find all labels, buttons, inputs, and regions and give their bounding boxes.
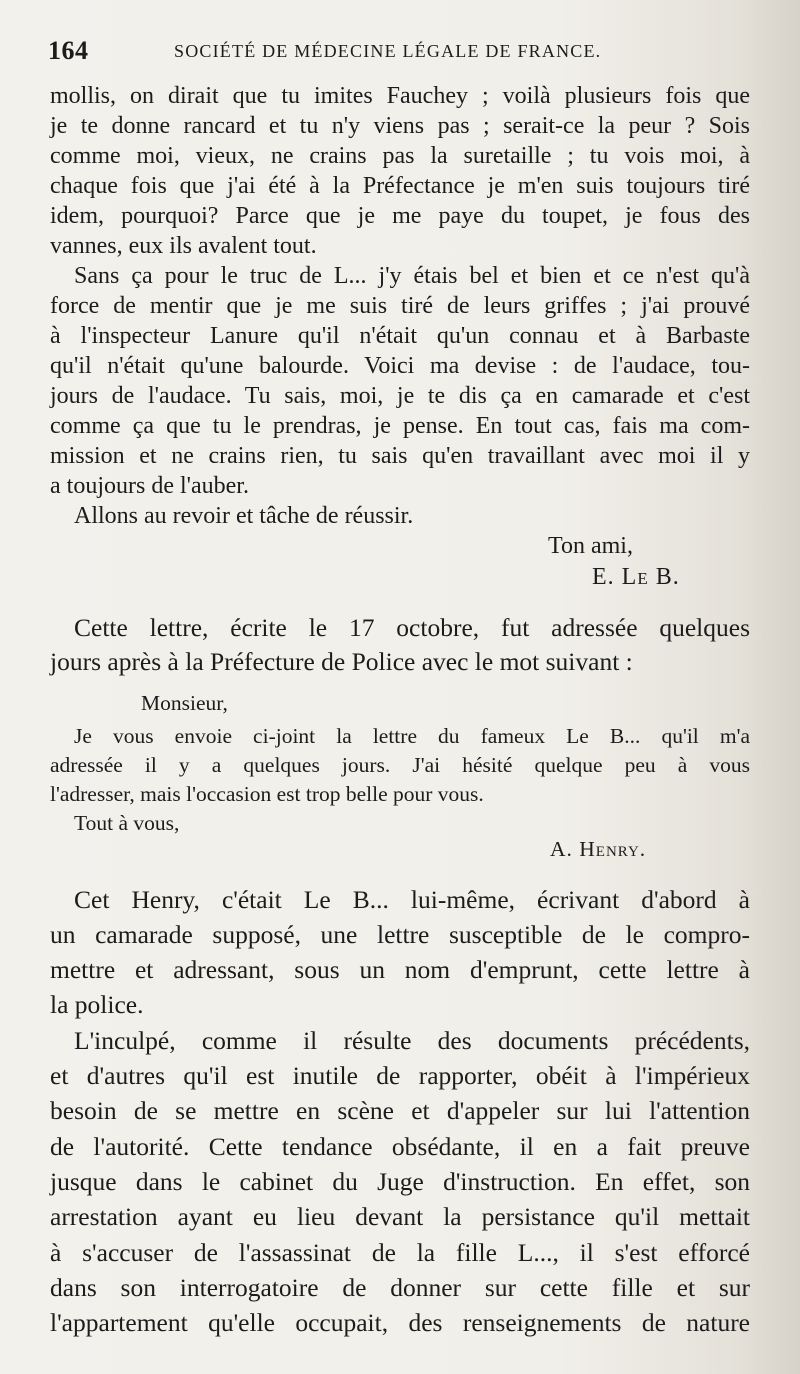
commentary-line: besoin de se mettre en scène et d'appeler sur lui l'attention xyxy=(50,1096,750,1125)
letter-line: vannes, eux ils avalent tout. xyxy=(50,233,317,259)
commentary-line: mettre et adressant, sous un nom d'emprunt, cette lettre à xyxy=(50,955,750,984)
letter-line: je te donne rancard et tu n'y viens pas ; serait-ce la peur ? Sois xyxy=(50,113,750,139)
note-line: l'adresser, mais l'occasion est trop belle pour vous. xyxy=(50,782,484,806)
commentary-line: Cet Henry, c'était Le B... lui-même, écrivant d'abord à xyxy=(74,885,750,914)
intro-line: Cette lettre, écrite le 17 octobre, fut adressée quelques xyxy=(74,613,750,642)
note-line: Je vous envoie ci-joint la lettre du fameux Le B... qu'il m'a xyxy=(74,724,750,748)
commentary-line: et d'autres qu'il est inutile de rapporter, obéit à l'impérieux xyxy=(50,1061,750,1090)
letter-closing: Ton ami, xyxy=(548,533,633,559)
page-number: 164 xyxy=(48,36,89,65)
letter-line: idem, pourquoi? Parce que je me paye du toupet, je fous des xyxy=(50,203,750,229)
intro-line: jours après à la Préfecture de Police avec le mot suivant : xyxy=(50,647,633,676)
note-closing: Tout à vous, xyxy=(74,811,180,835)
commentary-line: L'inculpé, comme il résulte des documents précédents, xyxy=(74,1026,750,1055)
note-signature: A. Henry. xyxy=(550,837,647,861)
letter-line: a toujours de l'auber. xyxy=(50,473,249,499)
note-salutation: Monsieur, xyxy=(141,691,228,715)
commentary-line: à s'accuser de l'assassinat de la fille L..., il s'est efforcé xyxy=(50,1238,750,1267)
running-title: SOCIÉTÉ DE MÉDECINE LÉGALE DE FRANCE. xyxy=(174,41,602,61)
commentary-line: de l'autorité. Cette tendance obsédante, il en a fait preuve xyxy=(50,1132,750,1161)
page-header xyxy=(48,36,748,70)
commentary-line: jusque dans le cabinet du Juge d'instruction. En effet, son xyxy=(50,1167,750,1196)
letter-line: force de mentir que je me suis tiré de leurs griffes ; j'ai prouvé xyxy=(50,293,750,319)
letter-line: qu'il n'était qu'une balourde. Voici ma devise : de l'audace, tou- xyxy=(50,353,750,379)
letter-line: comme ça que tu le prendras, je pense. En tout cas, fais ma com- xyxy=(50,413,750,439)
commentary-line: un camarade supposé, une lettre susceptible de le compro- xyxy=(50,920,750,949)
letter-line: mollis, on dirait que tu imites Fauchey ; voilà plusieurs fois que xyxy=(50,83,750,109)
letter-line: jours de l'audace. Tu sais, moi, je te dis ça en camarade et c'est xyxy=(50,383,750,409)
letter-line: Sans ça pour le truc de L... j'y étais bel et bien et ce n'est qu'à xyxy=(74,263,750,289)
letter-line: chaque fois que j'ai été à la Préfectance je m'en suis toujours tiré xyxy=(50,173,750,199)
letter-line: comme moi, vieux, ne crains pas la suretaille ; tu vois moi, à xyxy=(50,143,750,169)
letter-line: à l'inspecteur Lanure qu'il n'était qu'un connau et à Barbaste xyxy=(50,323,750,349)
note-line: adressée il y a quelques jours. J'ai hésité quelque peu à vous xyxy=(50,753,750,777)
letter-signature: E. Le B. xyxy=(592,564,680,590)
commentary-line: la police. xyxy=(50,990,144,1019)
letter-line: mission et ne crains rien, tu sais qu'en travaillant avec moi il y xyxy=(50,443,750,469)
commentary-line: arrestation ayant eu lieu devant la persistance qu'il mettait xyxy=(50,1202,750,1231)
commentary-line: l'appartement qu'elle occupait, des renseignements de nature xyxy=(50,1308,750,1337)
letter-line: Allons au revoir et tâche de réussir. xyxy=(74,503,414,529)
commentary-line: dans son interrogatoire de donner sur cette fille et sur xyxy=(50,1273,750,1302)
